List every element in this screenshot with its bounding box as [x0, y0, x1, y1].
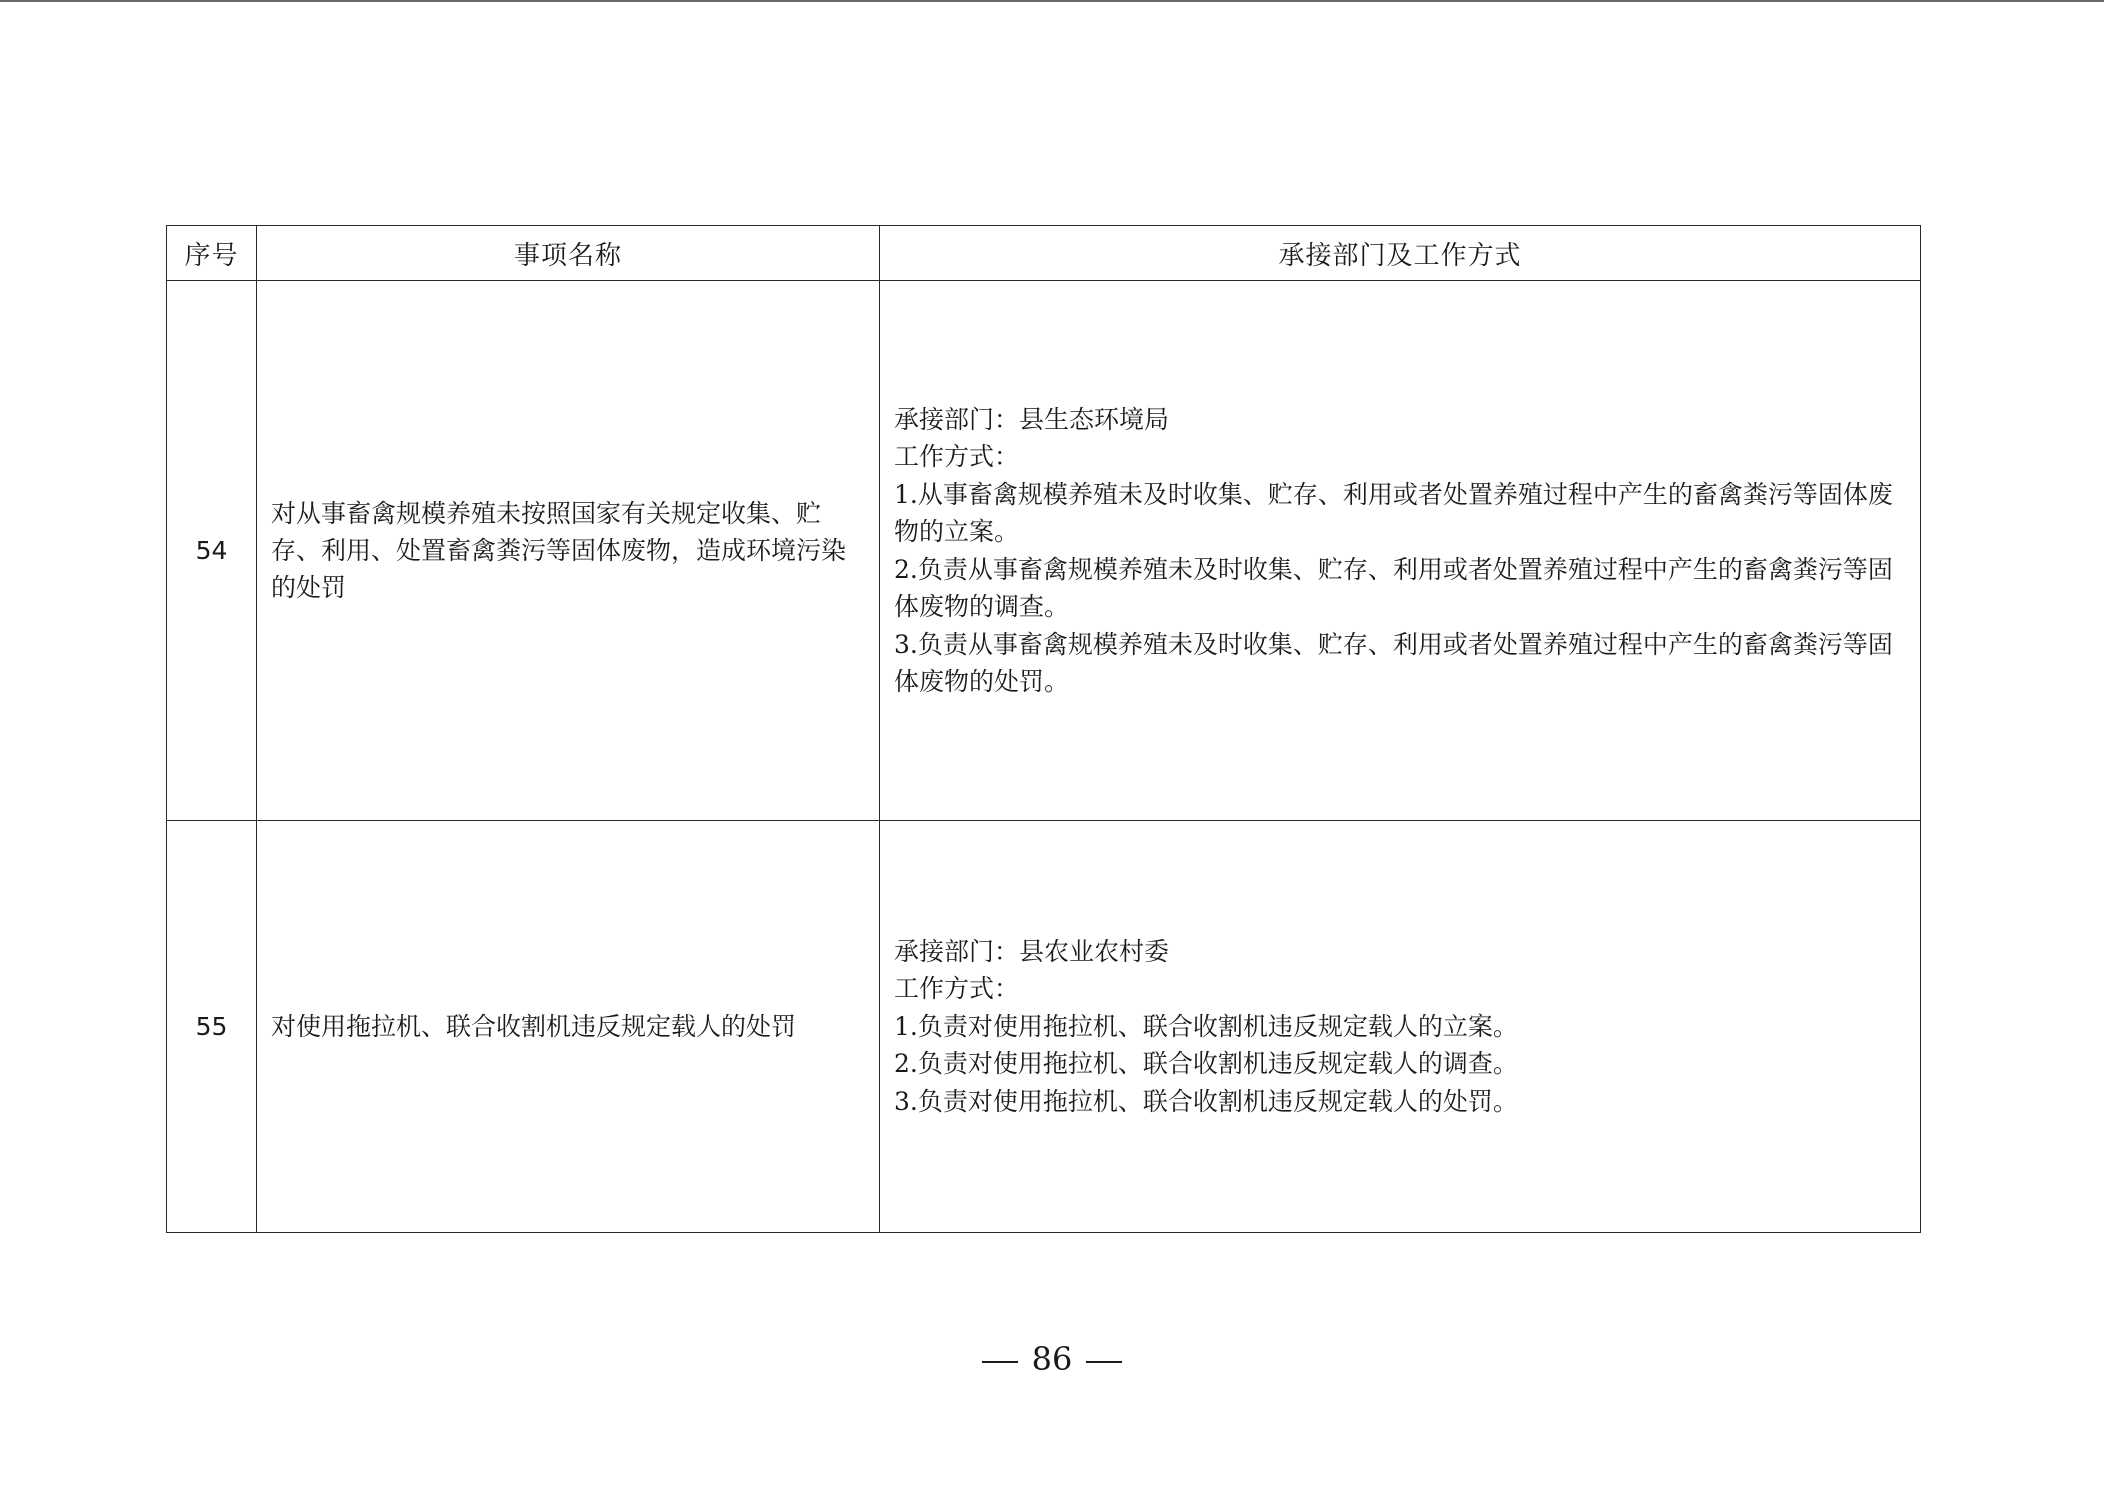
method-label: 工作方式： [894, 974, 1020, 1004]
row-serial-number: 54 [167, 281, 257, 821]
page-footer [0, 1340, 2104, 1378]
department-label: 承接部门：县农业农村委 [894, 936, 1170, 966]
row-department-and-method [880, 821, 1921, 1233]
row-item-name: 对使用拖拉机、联合收割机违反规定载人的处罚 [257, 821, 880, 1233]
table-row [167, 821, 1921, 1233]
row-item-name: 对从事畜禽规模养殖未按照国家有关规定收集、贮存、利用、处置畜禽粪污等固体废物，造成环境污染的处罚 [257, 281, 880, 821]
method-item: 2.负责从事畜禽规模养殖未及时收集、贮存、利用或者处置养殖过程中产生的畜禽粪污等固体废物的调查。 [894, 554, 1893, 621]
method-item: 3.负责从事畜禽规模养殖未及时收集、贮存、利用或者处置养殖过程中产生的畜禽粪污等固体废物的处罚。 [894, 629, 1893, 696]
row-serial-number: 55 [167, 821, 257, 1233]
method-item: 1.负责对使用拖拉机、联合收割机违反规定载人的立案。 [894, 1011, 1518, 1041]
row-department-and-method [880, 281, 1921, 821]
table-header-row [167, 226, 1921, 281]
dash-left [982, 1361, 1018, 1363]
department-label: 承接部门：县生态环境局 [894, 404, 1170, 434]
header-serial-number: 序号 [167, 226, 257, 281]
top-border-rule [0, 0, 2104, 2]
dash-right [1086, 1361, 1122, 1363]
header-department-and-method: 承接部门及工作方式 [880, 226, 1921, 281]
method-item: 3.负责对使用拖拉机、联合收割机违反规定载人的处罚。 [894, 1086, 1518, 1116]
method-item: 2.负责对使用拖拉机、联合收割机违反规定载人的调查。 [894, 1049, 1518, 1079]
header-item-name: 事项名称 [257, 226, 880, 281]
method-item: 1.从事畜禽规模养殖未及时收集、贮存、利用或者处置养殖过程中产生的畜禽粪污等固体废物的立案。 [894, 479, 1893, 546]
table-row [167, 281, 1921, 821]
items-table [166, 225, 1921, 1233]
page-number: 86 [1031, 1340, 1073, 1378]
method-label: 工作方式： [894, 442, 1020, 471]
